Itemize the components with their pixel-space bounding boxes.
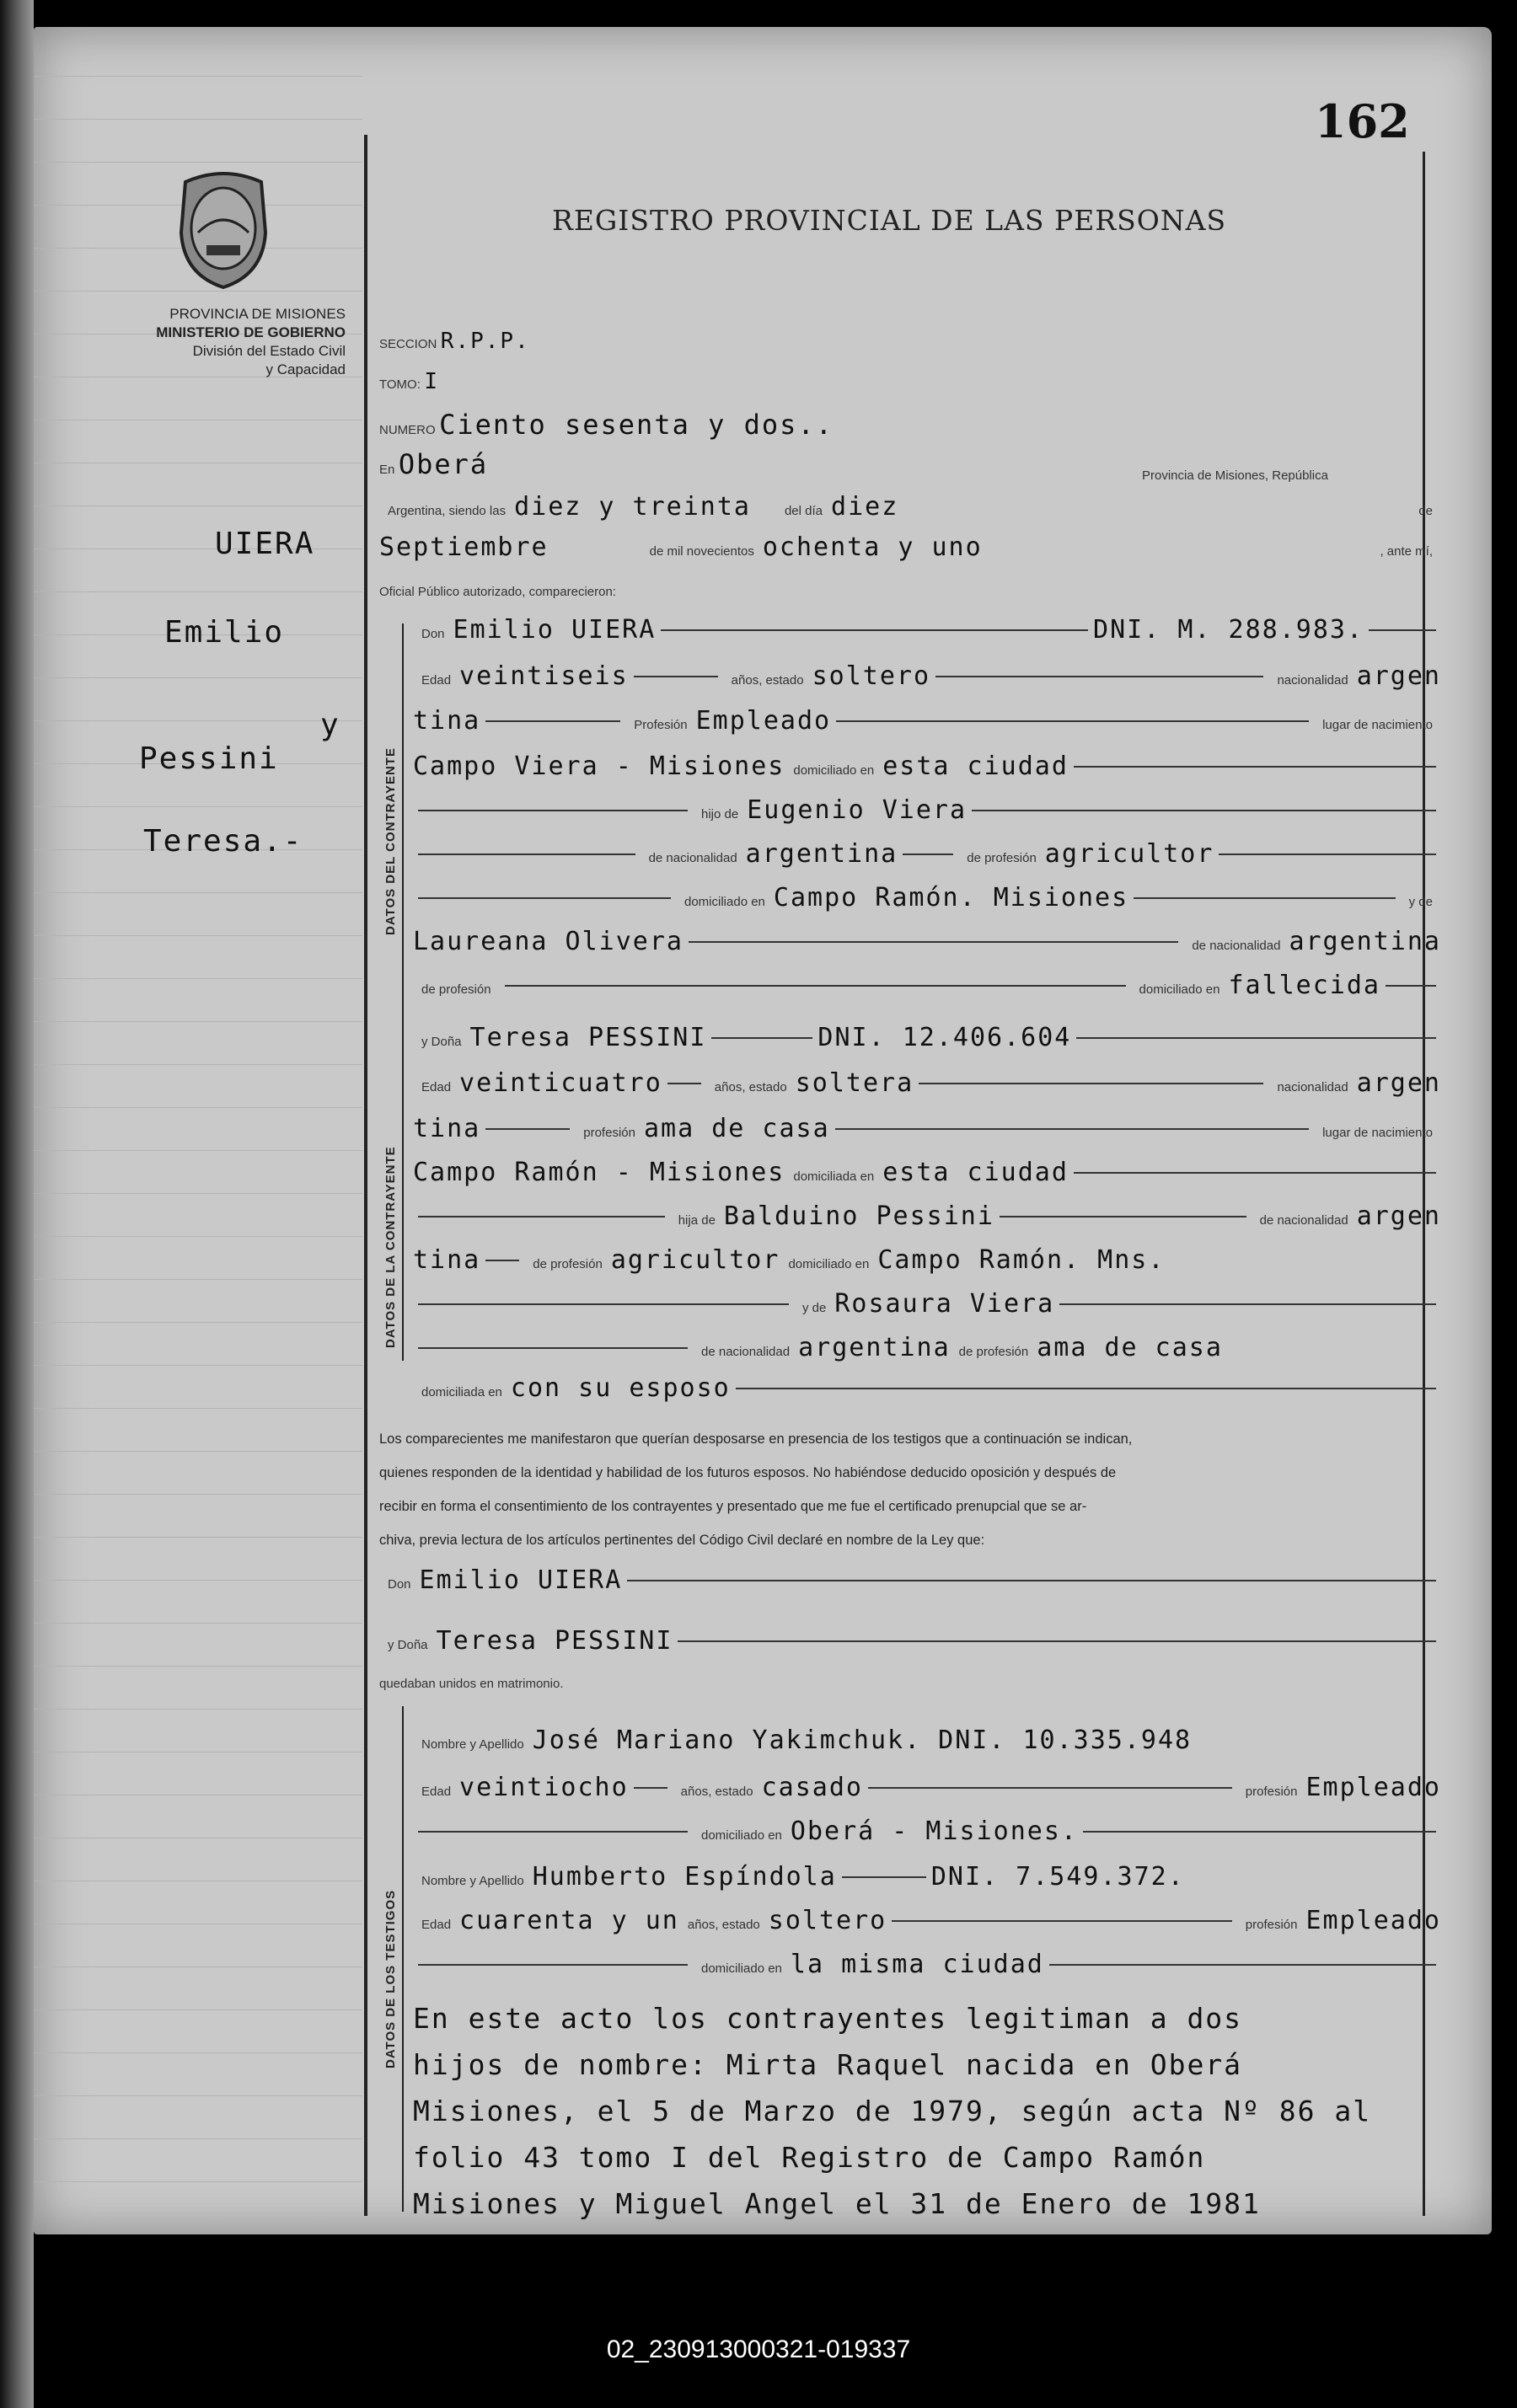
legitimation-notes bbox=[413, 1995, 1371, 2227]
note-line: Misiones y Miguel Angel el 31 de Enero de 1981 bbox=[413, 2187, 1261, 2220]
hora-row: Argentina, siendo las diez y treinta del día diez de bbox=[388, 492, 1433, 522]
seccion-field: SECCION R.P.P. bbox=[379, 329, 530, 354]
fecha-row: Septiembre de mil novecientos ochenta y uno , ante mí, bbox=[379, 532, 1433, 562]
c1-lugar-row: Campo Viera - Misiones domiciliado en esta ciudad bbox=[413, 752, 1441, 781]
tomo-field: TOMO: I bbox=[379, 369, 439, 394]
t2-edad-row: Edad cuarenta y un años, estado soltero profesión Empleado bbox=[421, 1906, 1441, 1935]
ruled-line bbox=[34, 1021, 362, 1022]
testigos-side-label: DATOS DE LOS TESTIGOS bbox=[383, 1889, 398, 2068]
t1-dom-row: domiciliado en Oberá - Misiones. bbox=[413, 1817, 1441, 1846]
ruled-line bbox=[34, 978, 362, 979]
contrayente-bracket-line bbox=[402, 623, 404, 1361]
ruled-line bbox=[34, 591, 362, 592]
footer-id: 02_230913000321-019337 bbox=[606, 2336, 911, 2363]
ruled-line bbox=[34, 1408, 362, 1409]
declaration-text: Los comparecientes me manifestaron que querían desposarse en presencia de los testigos que a continuación se indican, quienes responden de la identidad y habilidad de los futuros esposos. No habiéndose deducido oposición y después de recibir en forma el consentimiento de los contrayentes y presentado que me fue el certificado prenupcial que se ar- chiva, previa lectura de los artículos pertinentes del Código Civil declaré en nombre de la Ley que: bbox=[379, 1431, 1133, 1548]
t1-edad-row: Edad veintiocho años, estado casado profesión Empleado bbox=[421, 1773, 1441, 1802]
division-label-2: y Capacidad bbox=[265, 361, 346, 377]
ruled-line bbox=[34, 76, 362, 77]
ruled-line bbox=[34, 162, 362, 163]
ruled-line bbox=[34, 720, 362, 721]
margin-note-surname: UIERA bbox=[215, 527, 315, 561]
ministry-label: MINISTERIO DE GOBIERNO bbox=[156, 324, 346, 340]
decl-don-row: Don Emilio UIERA bbox=[379, 1565, 1441, 1595]
c2-padre-row: hija de Balduino Pessini de nacionalidad argen bbox=[413, 1201, 1441, 1231]
oficial-text: Oficial Público autorizado, comparecieron: bbox=[379, 585, 616, 599]
ruled-line bbox=[34, 1365, 362, 1366]
division-label-1: División del Estado Civil bbox=[192, 343, 346, 359]
provincia-text: Provincia de Misiones, República bbox=[1142, 468, 1328, 483]
margin-note-surname2: Pessini bbox=[139, 741, 279, 776]
c1-edad-row: Edad veintiseis años, estado soltero nacionalidad argen bbox=[421, 661, 1441, 691]
note-line: hijos de nombre: Mirta Raquel nacida en Oberá bbox=[413, 2048, 1243, 2081]
decl-dona-row: y Doña Teresa PESSINI bbox=[379, 1626, 1441, 1656]
t1-nombre-row: Nombre y Apellido José Mariano Yakimchuk. DNI. 10.335.948 bbox=[421, 1726, 1193, 1755]
ruled-line bbox=[34, 1709, 362, 1710]
ruled-line bbox=[34, 935, 362, 936]
ruled-line bbox=[34, 1236, 362, 1237]
numero-field: NUMERO Ciento sesenta y dos.. bbox=[379, 409, 834, 441]
margin-note-y: y bbox=[320, 708, 340, 742]
issuer-block bbox=[110, 305, 346, 379]
ruled-line bbox=[34, 1494, 362, 1495]
note-line: folio 43 tomo I del Registro de Campo Ramón bbox=[413, 2141, 1206, 2174]
c1-padre-dom-row: domiciliado en Campo Ramón. Misiones y de bbox=[413, 883, 1441, 912]
ruled-line bbox=[34, 1279, 362, 1280]
ruled-line bbox=[34, 2181, 362, 2182]
page-number: 162 bbox=[1315, 94, 1410, 148]
dona-row: y Doña Teresa PESSINI DNI. 12.406.604 bbox=[413, 1023, 1441, 1052]
margin-note-firstname: Emilio bbox=[164, 615, 285, 650]
c2-madre-row: y de Rosaura Viera bbox=[413, 1289, 1441, 1319]
ruled-line bbox=[34, 2052, 362, 2053]
c2-lugar-row: Campo Ramón - Misiones domiciliada en esta ciudad bbox=[413, 1158, 1441, 1187]
c1-madre-row: Laureana Olivera de nacionalidad argentina bbox=[413, 927, 1441, 956]
note-line: Misiones, el 5 de Marzo de 1979, según acta Nº 86 al bbox=[413, 2095, 1372, 2127]
left-border-line bbox=[364, 135, 367, 2216]
ruled-line bbox=[34, 1451, 362, 1452]
ruled-line bbox=[34, 1623, 362, 1624]
c2-profesion-row: tina profesión ama de casa lugar de nacimiento bbox=[413, 1114, 1433, 1143]
contrayente-side-label: DATOS DEL CONTRAYENTE bbox=[383, 747, 398, 935]
unidos-text: quedaban unidos en matrimonio. bbox=[379, 1677, 564, 1691]
c2-padre-prof-row: tina de profesión agricultor domiciliado en Campo Ramón. Mns. bbox=[413, 1245, 1166, 1275]
book-binding bbox=[0, 0, 34, 2408]
lugar-field: En Oberá bbox=[379, 448, 489, 480]
ruled-line bbox=[34, 1107, 362, 1108]
t2-nombre-row: Nombre y Apellido Humberto Espíndola DNI. 7.549.372. bbox=[421, 1862, 1185, 1892]
ruled-line bbox=[34, 1666, 362, 1667]
province-label: PROVINCIA DE MISIONES bbox=[169, 306, 346, 322]
ruled-line bbox=[34, 1193, 362, 1194]
don-row: Don Emilio UIERA DNI. M. 288.983. bbox=[413, 615, 1441, 645]
c2-dom-row: domiciliada en con su esposo bbox=[413, 1373, 1441, 1403]
c2-edad-row: Edad veinticuatro años, estado soltera nacionalidad argen bbox=[421, 1068, 1441, 1098]
ruled-line bbox=[34, 2138, 362, 2139]
c2-madre-nac-row: de nacionalidad argentina de profesión ama de casa bbox=[413, 1333, 1441, 1362]
ruled-line bbox=[34, 1580, 362, 1581]
ruled-line bbox=[34, 892, 362, 893]
ruled-line bbox=[34, 1150, 362, 1151]
ruled-line bbox=[34, 1064, 362, 1065]
ruled-line bbox=[34, 119, 362, 120]
c1-padre-nac-row: de nacionalidad argentina de profesión agricultor bbox=[413, 839, 1441, 869]
ruled-line bbox=[34, 2095, 362, 2096]
ruled-line bbox=[34, 1537, 362, 1538]
c1-madre-dom-row: de profesión domiciliado en fallecida bbox=[413, 971, 1441, 1000]
c1-padre-row: hijo de Eugenio Viera bbox=[413, 795, 1441, 825]
ruled-line bbox=[34, 677, 362, 678]
seal-emblem bbox=[169, 165, 278, 292]
ruled-line bbox=[34, 806, 362, 807]
testigos-bracket-line bbox=[402, 1706, 404, 2212]
margin-note-firstname2: Teresa.- bbox=[143, 824, 303, 859]
c1-profesion-row: tina Profesión Empleado lugar de nacimiento bbox=[413, 706, 1433, 736]
t2-dom-row: domiciliado en la misma ciudad bbox=[413, 1950, 1441, 1979]
note-line: En este acto los contrayentes legitiman a dos bbox=[413, 2002, 1243, 2035]
register-title: REGISTRO PROVINCIAL DE LAS PERSONAS bbox=[552, 204, 1227, 237]
ruled-line bbox=[34, 2009, 362, 2010]
contrayente2-side-label: DATOS DE LA CONTRAYENTE bbox=[383, 1146, 398, 1348]
ruled-line bbox=[34, 1322, 362, 1323]
